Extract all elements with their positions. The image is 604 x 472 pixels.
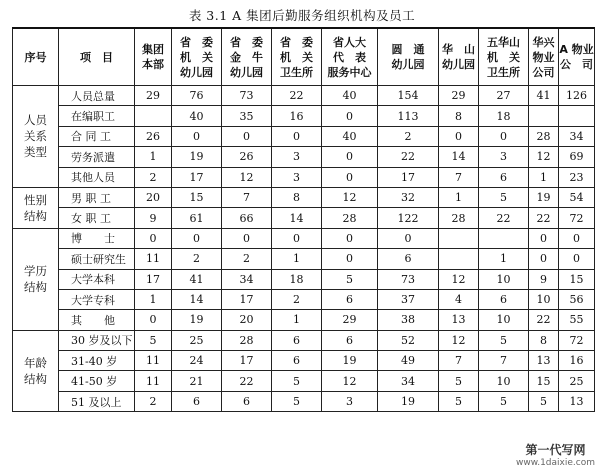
value-cell: 7 [222, 187, 272, 207]
value-cell: 38 [378, 310, 439, 330]
value-cell: 72 [559, 208, 595, 228]
value-cell: 11 [135, 249, 172, 269]
group-label: 年龄 结构 [13, 330, 59, 412]
value-cell: 16 [272, 106, 322, 126]
header-cell: 序号 [13, 28, 59, 86]
group-label: 学历 结构 [13, 228, 59, 330]
value-cell: 54 [559, 187, 595, 207]
table-row [13, 106, 595, 126]
value-cell: 154 [378, 86, 439, 106]
value-cell: 23 [559, 167, 595, 187]
value-cell: 0 [272, 126, 322, 146]
value-cell: 56 [559, 289, 595, 309]
value-cell: 0 [322, 167, 378, 187]
value-cell: 1 [479, 249, 529, 269]
value-cell: 11 [135, 371, 172, 391]
value-cell: 25 [559, 371, 595, 391]
value-cell: 12 [439, 269, 479, 289]
value-cell: 24 [172, 351, 222, 371]
header-cell: 圆 通 幼儿园 [378, 28, 439, 86]
header-cell: 省人大 代 表 服务中心 [322, 28, 378, 86]
value-cell: 21 [172, 371, 222, 391]
value-cell: 13 [439, 310, 479, 330]
value-cell: 2 [135, 391, 172, 411]
value-cell: 0 [439, 126, 479, 146]
value-cell: 6 [479, 289, 529, 309]
value-cell: 19 [172, 310, 222, 330]
value-cell: 11 [135, 351, 172, 371]
value-cell: 35 [222, 106, 272, 126]
value-cell: 22 [222, 371, 272, 391]
table-row [13, 391, 595, 411]
value-cell: 3 [272, 167, 322, 187]
value-cell: 1 [135, 289, 172, 309]
table-row [13, 167, 595, 187]
table-row [13, 351, 595, 371]
value-cell: 0 [222, 228, 272, 248]
value-cell: 73 [222, 86, 272, 106]
value-cell: 12 [529, 147, 559, 167]
table-row [13, 208, 595, 228]
value-cell: 12 [439, 330, 479, 350]
value-cell: 41 [529, 86, 559, 106]
value-cell: 14 [172, 289, 222, 309]
value-cell: 29 [322, 310, 378, 330]
row-item-label: 31-40 岁 [59, 351, 135, 371]
row-item-label: 男 职 工 [59, 187, 135, 207]
value-cell: 16 [559, 351, 595, 371]
value-cell: 52 [378, 330, 439, 350]
value-cell: 1 [529, 167, 559, 187]
value-cell: 126 [559, 86, 595, 106]
value-cell: 19 [378, 391, 439, 411]
value-cell: 6 [272, 330, 322, 350]
value-cell: 22 [529, 208, 559, 228]
table-row [13, 86, 595, 106]
table-body [13, 86, 595, 412]
value-cell: 17 [222, 351, 272, 371]
header-cell: A 物业 公 司 [559, 28, 595, 86]
value-cell: 26 [135, 126, 172, 146]
value-cell: 17 [135, 269, 172, 289]
value-cell: 13 [559, 391, 595, 411]
row-item-label: 女 职 工 [59, 208, 135, 228]
value-cell: 22 [479, 208, 529, 228]
value-cell: 5 [135, 330, 172, 350]
value-cell: 14 [272, 208, 322, 228]
value-cell: 17 [222, 289, 272, 309]
value-cell: 20 [222, 310, 272, 330]
value-cell: 41 [172, 269, 222, 289]
value-cell: 8 [272, 187, 322, 207]
value-cell: 0 [272, 228, 322, 248]
value-cell: 5 [439, 371, 479, 391]
header-row [13, 28, 595, 86]
value-cell: 20 [135, 187, 172, 207]
value-cell [529, 106, 559, 126]
value-cell: 6 [378, 249, 439, 269]
value-cell: 2 [272, 289, 322, 309]
value-cell: 1 [272, 310, 322, 330]
value-cell: 28 [222, 330, 272, 350]
value-cell: 10 [479, 371, 529, 391]
value-cell: 72 [559, 330, 595, 350]
value-cell: 2 [222, 249, 272, 269]
value-cell [439, 249, 479, 269]
value-cell: 5 [479, 330, 529, 350]
value-cell: 66 [222, 208, 272, 228]
watermark-url: www.1daixie.com [515, 458, 595, 468]
value-cell: 6 [272, 351, 322, 371]
group-label: 性别 结构 [13, 187, 59, 228]
value-cell: 28 [322, 208, 378, 228]
value-cell: 12 [222, 167, 272, 187]
table-row [13, 187, 595, 207]
value-cell: 17 [378, 167, 439, 187]
value-cell: 19 [172, 147, 222, 167]
value-cell [135, 106, 172, 126]
value-cell [439, 228, 479, 248]
value-cell: 40 [322, 126, 378, 146]
header-cell: 项 目 [59, 28, 135, 86]
value-cell: 18 [479, 106, 529, 126]
value-cell: 5 [479, 391, 529, 411]
row-item-label: 合 同 工 [59, 126, 135, 146]
value-cell: 19 [322, 351, 378, 371]
table-row [13, 249, 595, 269]
value-cell: 32 [378, 187, 439, 207]
value-cell: 0 [135, 228, 172, 248]
header-cell: 华 山 幼儿园 [439, 28, 479, 86]
value-cell [479, 228, 529, 248]
header-cell: 省 委 机 关 卫生所 [272, 28, 322, 86]
value-cell: 13 [529, 351, 559, 371]
value-cell: 10 [529, 289, 559, 309]
header-cell: 省 委 金 牛 幼儿园 [222, 28, 272, 86]
value-cell: 113 [378, 106, 439, 126]
value-cell: 5 [529, 391, 559, 411]
value-cell: 26 [222, 147, 272, 167]
table-header [13, 28, 595, 86]
value-cell: 10 [479, 310, 529, 330]
row-item-label: 其他人员 [59, 167, 135, 187]
value-cell: 15 [559, 269, 595, 289]
value-cell: 6 [322, 289, 378, 309]
table-row [13, 289, 595, 309]
value-cell: 5 [322, 269, 378, 289]
value-cell: 0 [322, 106, 378, 126]
value-cell: 40 [322, 86, 378, 106]
value-cell: 28 [439, 208, 479, 228]
value-cell: 15 [172, 187, 222, 207]
header-cell: 省 委 机 关 幼儿园 [172, 28, 222, 86]
row-item-label: 51 及以上 [59, 391, 135, 411]
value-cell: 6 [222, 391, 272, 411]
value-cell: 4 [439, 289, 479, 309]
value-cell: 1 [272, 249, 322, 269]
value-cell: 0 [172, 228, 222, 248]
staff-table [12, 27, 595, 412]
value-cell: 0 [479, 126, 529, 146]
table-row [13, 310, 595, 330]
value-cell: 0 [172, 126, 222, 146]
value-cell: 3 [272, 147, 322, 167]
value-cell: 0 [529, 249, 559, 269]
table-row [13, 269, 595, 289]
row-item-label: 大学本科 [59, 269, 135, 289]
row-item-label: 41-50 岁 [59, 371, 135, 391]
value-cell: 0 [322, 147, 378, 167]
value-cell: 12 [322, 371, 378, 391]
value-cell: 0 [529, 228, 559, 248]
value-cell: 9 [529, 269, 559, 289]
value-cell: 22 [378, 147, 439, 167]
value-cell: 8 [439, 106, 479, 126]
value-cell: 2 [135, 167, 172, 187]
value-cell: 5 [272, 371, 322, 391]
value-cell: 73 [378, 269, 439, 289]
value-cell: 122 [378, 208, 439, 228]
header-cell: 五华山 机 关 卫生所 [479, 28, 529, 86]
value-cell: 3 [322, 391, 378, 411]
value-cell: 7 [439, 351, 479, 371]
value-cell: 10 [479, 269, 529, 289]
value-cell: 3 [479, 147, 529, 167]
value-cell: 0 [378, 228, 439, 248]
value-cell: 37 [378, 289, 439, 309]
value-cell: 28 [529, 126, 559, 146]
value-cell: 18 [272, 269, 322, 289]
row-item-label: 30 岁及以下 [59, 330, 135, 350]
value-cell: 7 [439, 167, 479, 187]
value-cell: 0 [559, 228, 595, 248]
value-cell: 76 [172, 86, 222, 106]
row-item-label: 在编职工 [59, 106, 135, 126]
value-cell: 19 [529, 187, 559, 207]
value-cell: 12 [322, 187, 378, 207]
table-row [13, 371, 595, 391]
value-cell: 69 [559, 147, 595, 167]
value-cell: 29 [135, 86, 172, 106]
value-cell: 5 [272, 391, 322, 411]
value-cell: 0 [322, 228, 378, 248]
value-cell: 34 [222, 269, 272, 289]
value-cell: 17 [172, 167, 222, 187]
header-cell: 集团 本部 [135, 28, 172, 86]
value-cell [559, 106, 595, 126]
value-cell: 40 [172, 106, 222, 126]
value-cell: 29 [439, 86, 479, 106]
table-row [13, 228, 595, 248]
value-cell: 0 [559, 249, 595, 269]
value-cell: 2 [378, 126, 439, 146]
value-cell: 5 [439, 391, 479, 411]
table-row [13, 147, 595, 167]
value-cell: 5 [479, 187, 529, 207]
header-cell: 华兴 物业 公司 [529, 28, 559, 86]
value-cell: 0 [222, 126, 272, 146]
row-item-label: 大学专科 [59, 289, 135, 309]
value-cell: 49 [378, 351, 439, 371]
row-item-label: 人员总量 [59, 86, 135, 106]
value-cell: 2 [172, 249, 222, 269]
value-cell: 34 [378, 371, 439, 391]
value-cell: 9 [135, 208, 172, 228]
value-cell: 0 [322, 249, 378, 269]
value-cell: 22 [272, 86, 322, 106]
value-cell: 15 [529, 371, 559, 391]
value-cell: 1 [439, 187, 479, 207]
value-cell: 34 [559, 126, 595, 146]
value-cell: 6 [479, 167, 529, 187]
value-cell: 27 [479, 86, 529, 106]
value-cell: 8 [529, 330, 559, 350]
value-cell: 55 [559, 310, 595, 330]
value-cell: 61 [172, 208, 222, 228]
watermark-title: 第一代写网 [525, 443, 586, 457]
site-watermark [513, 440, 598, 469]
table-row [13, 330, 595, 350]
table-caption: 表 3.1 A 集团后勤服务组织机构及员工 [188, 8, 416, 23]
value-cell: 22 [529, 310, 559, 330]
value-cell: 7 [479, 351, 529, 371]
group-label: 人员 关系 类型 [13, 86, 59, 188]
value-cell: 0 [135, 310, 172, 330]
row-item-label: 其 他 [59, 310, 135, 330]
row-item-label: 劳务派遣 [59, 147, 135, 167]
table-row [13, 126, 595, 146]
value-cell: 6 [172, 391, 222, 411]
value-cell: 6 [322, 330, 378, 350]
value-cell: 25 [172, 330, 222, 350]
row-item-label: 硕士研究生 [59, 249, 135, 269]
value-cell: 1 [135, 147, 172, 167]
value-cell: 14 [439, 147, 479, 167]
row-item-label: 博 士 [59, 228, 135, 248]
